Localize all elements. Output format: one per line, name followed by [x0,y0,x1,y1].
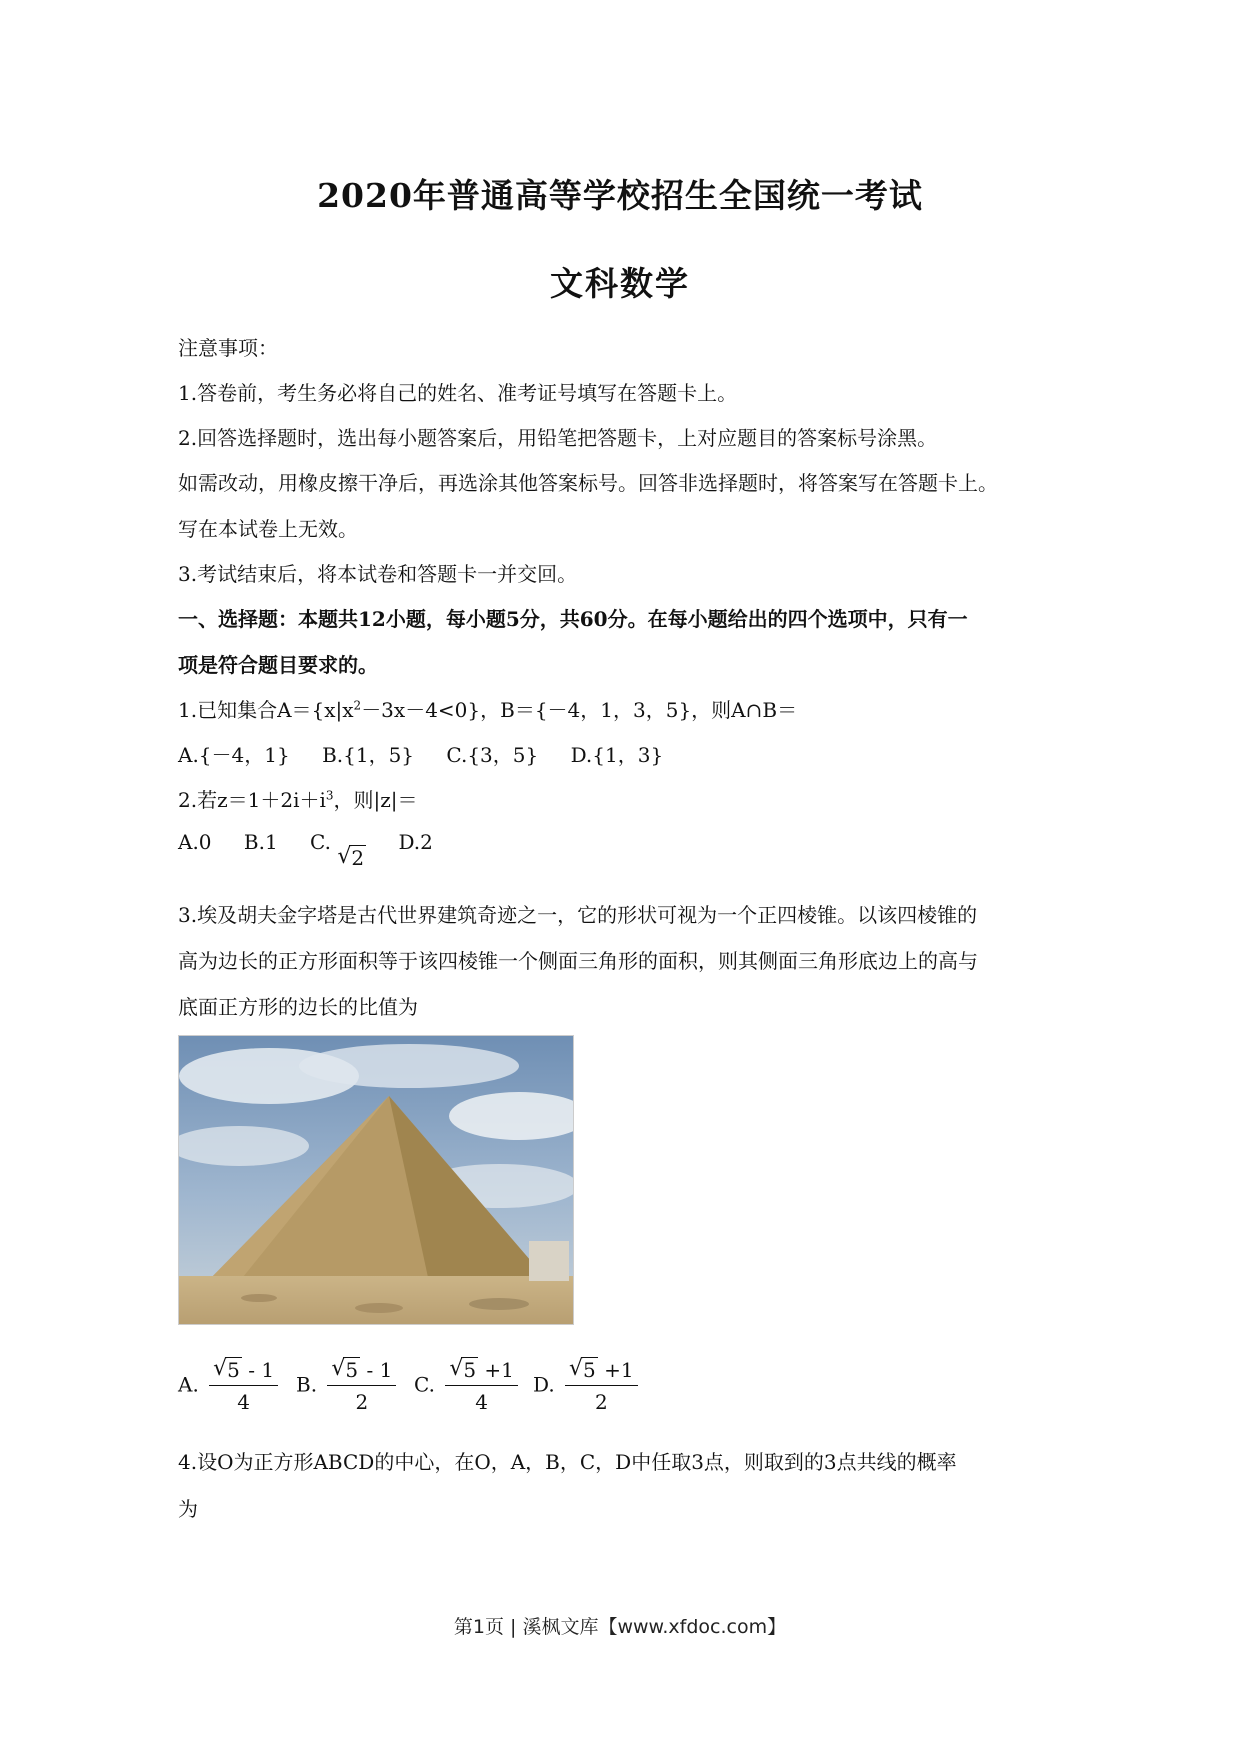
page-footer: 第1页 | 溪枫文库【www.xfdoc.com】 [453,1616,787,1638]
denominator: 4 [475,1390,488,1414]
sqrt-expression [569,1358,598,1382]
numerator [565,1358,638,1386]
numerator-operator: - 1 [248,1358,275,1382]
fraction [565,1358,638,1414]
question-2-options [178,830,459,870]
section-heading-line1: 一、选择题：本题共12小题，每小题5分，共60分。在每小题给出的四个选项中，只有一 [178,607,968,631]
q2-option-c-label: C. [310,830,331,854]
question-2-stem [178,784,418,813]
notes-item-3: 3.考试结束后，将本试卷和答题卡一并交回。 [178,562,578,586]
fraction [445,1358,518,1414]
radical-icon: √ [449,1356,464,1381]
q1-option-b: B.{1，5} [322,743,415,767]
q1-option-c: C.{3，5} [446,743,539,767]
notes-heading: 注意事项： [178,336,278,360]
radicand: 5 [463,1358,477,1382]
pyramid-photo [178,1035,574,1325]
notes-item-2b: 如需改动，用橡皮擦干净后，再选涂其他答案标号。回答非选择题时，将答案写在答题卡上。 [178,471,998,495]
radical-icon: √ [337,844,352,869]
section-heading-line2: 项是符合题目要求的。 [178,653,378,677]
q2-option-b: B.1 [243,830,278,854]
radicand: 5 [345,1358,359,1382]
notes-item-2a: 2.回答选择题时，选出每小题答案后，用铅笔把答题卡，上对应题目的答案标号涂黑。 [178,426,938,450]
radical-icon: √ [569,1356,584,1381]
question-3-line3: 底面正方形的边长的比值为 [178,995,418,1019]
question-3-line2: 高为边长的正方形面积等于该四棱锥一个侧面三角形的面积，则其侧面三角形底边上的高与 [178,949,978,973]
question-1-options [178,739,689,768]
denominator: 2 [355,1390,369,1414]
numerator [327,1358,396,1386]
exam-title: 2020年普通高等学校招生全国统一考试 [317,176,923,215]
radicand: 2 [351,846,365,870]
sqrt-expression [337,846,366,870]
q1-option-a: A.{－4，1} [178,743,290,767]
q2-exponent: 3 [325,788,334,803]
notes-item-1: 1.答卷前，考生务必将自己的姓名、准考证号填写在答题卡上。 [178,381,738,405]
radicand: 5 [227,1358,240,1382]
question-4-line2: 为 [178,1497,198,1521]
q3-option-c [414,1358,522,1414]
sqrt-expression [449,1358,478,1382]
numerator [209,1358,278,1386]
q3-option-d [533,1358,642,1414]
numerator-operator: +1 [484,1358,514,1382]
denominator: 4 [237,1390,250,1414]
radical-icon: √ [213,1356,228,1381]
q3-option-c-label: C. [414,1372,435,1397]
q3-option-b [296,1358,400,1414]
q1-option-d: D.{1，3} [570,743,664,767]
q3-option-a-label: A. [178,1372,199,1397]
notes-item-2c: 写在本试卷上无效。 [178,517,358,541]
fraction [209,1358,278,1414]
q1-exponent: 2 [353,698,362,713]
denominator: 2 [594,1390,608,1414]
numerator-operator: +1 [604,1358,634,1382]
q3-option-b-label: B. [296,1372,318,1397]
q1-stem-part: －3x－4<0}，B＝{－4，1，3，5}，则A∩B＝ [361,698,798,722]
radical-icon: √ [331,1356,346,1381]
q2-stem-part: ，则|z|＝ [333,788,418,812]
q1-stem-part: 1.已知集合A＝{x|x [178,698,354,722]
numerator-operator: - 1 [366,1358,393,1382]
exam-subtitle: 文科数学 [550,264,690,303]
fraction [327,1358,396,1414]
question-3-line1: 3.埃及胡夫金字塔是古代世界建筑奇迹之一，它的形状可视为一个正四棱锥。以该四棱锥的 [178,903,978,927]
numerator [445,1358,518,1386]
radicand: 5 [583,1358,596,1382]
q2-option-c [310,830,366,870]
q2-option-a: A.0 [178,830,212,854]
q3-option-a [178,1358,282,1414]
question-1-stem [178,694,797,723]
q2-stem-part: 2.若z＝1＋2i＋i [178,788,326,812]
question-4-line1: 4.设O为正方形ABCD的中心，在O，A，B，C，D中任取3点，则取到的3点共线的概率 [178,1450,957,1474]
q3-option-d-label: D. [533,1372,555,1397]
q2-option-d: D.2 [398,830,433,854]
sqrt-expression [213,1358,242,1382]
sqrt-expression [331,1358,360,1382]
